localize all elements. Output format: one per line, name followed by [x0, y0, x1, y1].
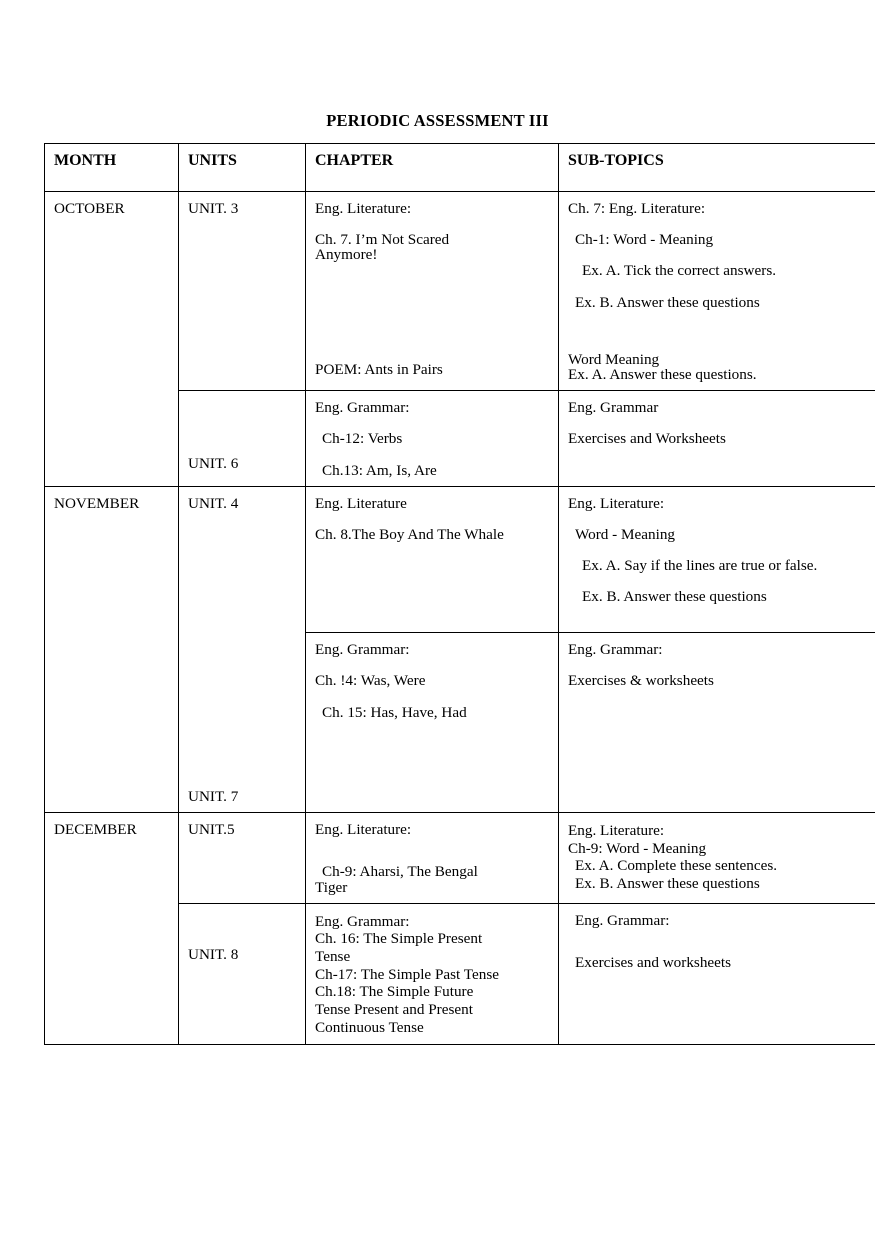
column-header-month: MONTH	[45, 144, 179, 192]
chapter-line: POEM: Ants in Pairs	[315, 360, 443, 378]
chapter-line: Ch.18: The Simple Future	[315, 983, 474, 1001]
subtopic-line: Word Meaning	[568, 350, 660, 368]
table-row	[45, 192, 875, 391]
unit-label: UNIT. 3	[188, 200, 239, 217]
chapter-line: Anymore!	[315, 246, 378, 264]
subtopic-line: Exercises & worksheets	[568, 672, 714, 690]
chapter-line: Eng. Literature	[315, 494, 407, 512]
subtopic-line: Word - Meaning	[575, 526, 676, 544]
month-label: NOVEMBER	[54, 494, 140, 512]
chapter-cell-october-2	[306, 391, 559, 487]
units-cell-december-1	[179, 813, 306, 904]
subtopic-line: Eng. Grammar:	[575, 911, 670, 929]
subtopic-line: Exercises and worksheets	[575, 954, 732, 972]
table-row	[45, 813, 875, 904]
chapter-cell-december-1	[306, 813, 559, 904]
units-cell-october-1	[179, 192, 306, 391]
units-cell-december-2	[179, 903, 306, 1044]
subtopic-line: Ch-9: Word - Meaning	[568, 839, 707, 857]
chapter-line: Eng. Literature:	[315, 200, 412, 217]
chapter-line: Tense Present and Present	[315, 1000, 473, 1018]
month-cell-december	[45, 813, 179, 1045]
chapter-line: Eng. Grammar:	[315, 912, 410, 930]
subtopic-line: Ex. A. Say if the lines are true or false.	[582, 557, 818, 575]
subtopics-cell-october-1	[559, 192, 875, 391]
chapter-line: Tiger	[315, 878, 348, 896]
chapter-cell-november-2	[306, 633, 559, 813]
page-title: PERIODIC ASSESSMENT III	[326, 111, 549, 130]
chapter-line: Ch-17: The Simple Past Tense	[315, 965, 499, 983]
chapter-line: Ch. 7. I’m Not Scared	[315, 231, 450, 249]
subtopic-line: Ex. B. Answer these questions	[575, 293, 760, 311]
subtopic-line: Eng. Literature:	[568, 822, 665, 840]
subtopic-line: Ex. A. Tick the correct answers.	[582, 262, 777, 280]
subtopic-line: Exercises and Worksheets	[568, 430, 726, 448]
chapter-line: Ch. 16: The Simple Present	[315, 930, 483, 948]
chapter-line: Ch. 15: Has, Have, Had	[322, 703, 467, 721]
month-label: OCTOBER	[54, 200, 125, 217]
table-header-row	[45, 144, 875, 192]
unit-label: UNIT. 7	[188, 788, 239, 806]
column-header-chapter: CHAPTER	[306, 144, 559, 192]
chapter-line: Eng. Grammar:	[315, 399, 410, 417]
chapter-line: Continuous Tense	[315, 1018, 424, 1036]
subtopics-cell-december-2	[559, 903, 875, 1044]
chapter-line: Ch.13: Am, Is, Are	[322, 461, 437, 479]
chapter-cell-october-1	[306, 192, 559, 391]
subtopic-line: Eng. Grammar	[568, 399, 659, 417]
column-header-subtopics: SUB-TOPICS	[559, 144, 875, 192]
column-header-units: UNITS	[179, 144, 306, 192]
chapter-line: Ch-12: Verbs	[322, 430, 403, 448]
subtopic-line: Ch-1: Word - Meaning	[575, 231, 714, 249]
chapter-line: Eng. Grammar:	[315, 641, 410, 659]
month-cell-october	[45, 192, 179, 487]
subtopic-line: Eng. Grammar:	[568, 641, 663, 659]
chapter-cell-november-1	[306, 486, 559, 632]
chapter-line: Ch. 8.The Boy And The Whale	[315, 526, 504, 544]
subtopics-cell-december-1	[559, 813, 875, 904]
subtopic-line: Eng. Literature:	[568, 494, 665, 512]
month-cell-november	[45, 486, 179, 812]
subtopic-line: Ex. B. Answer these questions	[582, 588, 767, 606]
chapter-line: Eng. Literature:	[315, 821, 412, 839]
subtopics-cell-october-2	[559, 391, 875, 487]
unit-label: UNIT.5	[188, 821, 235, 839]
subtopic-line: Ch. 7: Eng. Literature:	[568, 200, 706, 217]
units-cell-november	[179, 486, 306, 812]
subtopic-line: Ex. B. Answer these questions	[575, 875, 760, 893]
subtopic-line: Ex. A. Complete these sentences.	[575, 857, 778, 875]
subtopics-cell-november-2	[559, 633, 875, 813]
unit-label: UNIT. 8	[188, 945, 239, 963]
units-cell-october-2	[179, 391, 306, 487]
chapter-cell-december-2	[306, 903, 559, 1044]
chapter-line: Ch. !4: Was, Were	[315, 672, 426, 690]
syllabus-table	[44, 143, 875, 1045]
chapter-line: Ch-9: Aharsi, The Bengal	[322, 863, 478, 881]
unit-label: UNIT. 6	[188, 455, 239, 473]
subtopics-cell-november-1	[559, 486, 875, 632]
subtopic-line: Ex. A. Answer these questions.	[568, 366, 757, 384]
table-row	[45, 486, 875, 632]
unit-label: UNIT. 4	[188, 494, 239, 512]
chapter-line: Tense	[315, 948, 351, 966]
month-label: DECEMBER	[54, 821, 137, 839]
